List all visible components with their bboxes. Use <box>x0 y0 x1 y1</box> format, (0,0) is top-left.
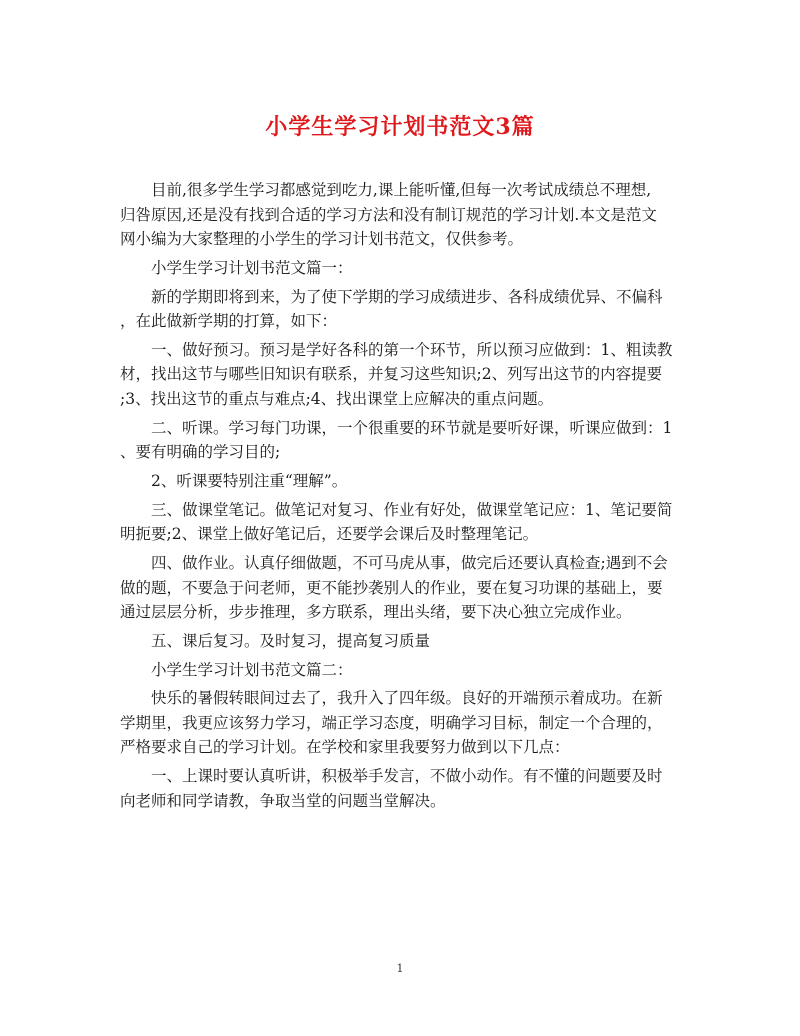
paragraph-line: ，在此做新学期的打算，如下： <box>120 312 338 331</box>
paragraph <box>120 469 680 494</box>
paragraph-line: 做的题，不要急于问老师，更不能抄袭别人的作业，要在复习功课的基础上，要 <box>120 578 663 597</box>
paragraph-line: 材，找出这节与哪些旧知识有联系，并复习这些知识;2、列写出这节的内容提要 <box>120 365 663 384</box>
paragraph <box>120 764 680 813</box>
paragraph-line: 向老师和同学请教，争取当堂的问题当堂解决。 <box>120 791 446 810</box>
paragraph <box>120 416 680 465</box>
paragraph <box>120 629 680 654</box>
paragraph <box>120 178 680 252</box>
paragraph-line: 新的学期即将到来，为了使下学期的学习成绩进步、各科成绩优异、不偏科 <box>151 287 663 306</box>
paragraph-line: 二、听课。学习每门功课，一个很重要的环节就是要听好课，听课应做到：1 <box>151 418 673 437</box>
paragraph-line: 通过层层分析，步步推理，多方联系，理出头绪，要下决心独立完成作业。 <box>120 603 632 622</box>
paragraph-line: 归咎原因,还是没有找到合适的学习方法和没有制订规范的学习计划.本文是范文 <box>120 205 657 224</box>
paragraph <box>120 658 680 683</box>
paragraph-line: 一、上课时要认真听讲，积极举手发言，不做小动作。有不懂的问题要及时 <box>151 767 663 786</box>
document-body <box>120 178 680 818</box>
paragraph-line: 快乐的暑假转眼间过去了，我升入了四年级。良好的开端预示着成功。在新 <box>151 689 663 708</box>
paragraph-line: 小学生学习计划书范文篇二： <box>151 660 353 679</box>
paragraph-line: 、要有明确的学习目的; <box>120 443 281 462</box>
paragraph <box>120 686 680 760</box>
paragraph-line: 2、听课要特别注重“理解”。 <box>151 471 348 490</box>
paragraph <box>120 285 680 334</box>
paragraph-line: 严格要求自己的学习计划。在学校和家里我要努力做到以下几点： <box>120 738 570 757</box>
paragraph-line: 一、做好预习。预习是学好各科的第一个环节，所以预习应做到：1、粗读教 <box>151 340 673 359</box>
document-title: 小学生学习计划书范文3篇 <box>265 114 535 140</box>
paragraph-line: 小学生学习计划书范文篇一： <box>151 258 353 277</box>
paragraph-line: 四、做作业。认真仔细做题，不可马虎从事，做完后还要认真检查;遇到不会 <box>151 554 668 573</box>
paragraph <box>120 256 680 281</box>
paragraph <box>120 338 680 412</box>
paragraph-line: 五、课后复习。及时复习，提高复习质量 <box>151 631 431 650</box>
paragraph-line: 网小编为大家整理的小学生的学习计划书范文，仅供参考。 <box>120 230 524 248</box>
paragraph-line: 目前,很多学生学习都感觉到吃力,课上能听懂,但每一次考试成绩总不理想, <box>151 181 652 199</box>
page-number: 1 <box>396 962 404 975</box>
paragraph <box>120 551 680 625</box>
paragraph <box>120 498 680 547</box>
paragraph-line: 三、做课堂笔记。做笔记对复习、作业有好处，做课堂笔记应：1、笔记要简 <box>151 500 673 519</box>
paragraph-line: ;3、找出这节的重点与难点;4、找出课堂上应解决的重点问题。 <box>120 389 554 408</box>
paragraph-line: 学期里，我更应该努力学习，端正学习态度，明确学习目标，制定一个合理的， <box>120 713 663 732</box>
paragraph-line: 明扼要;2、课堂上做好笔记后，还要学会课后及时整理笔记。 <box>120 525 539 544</box>
